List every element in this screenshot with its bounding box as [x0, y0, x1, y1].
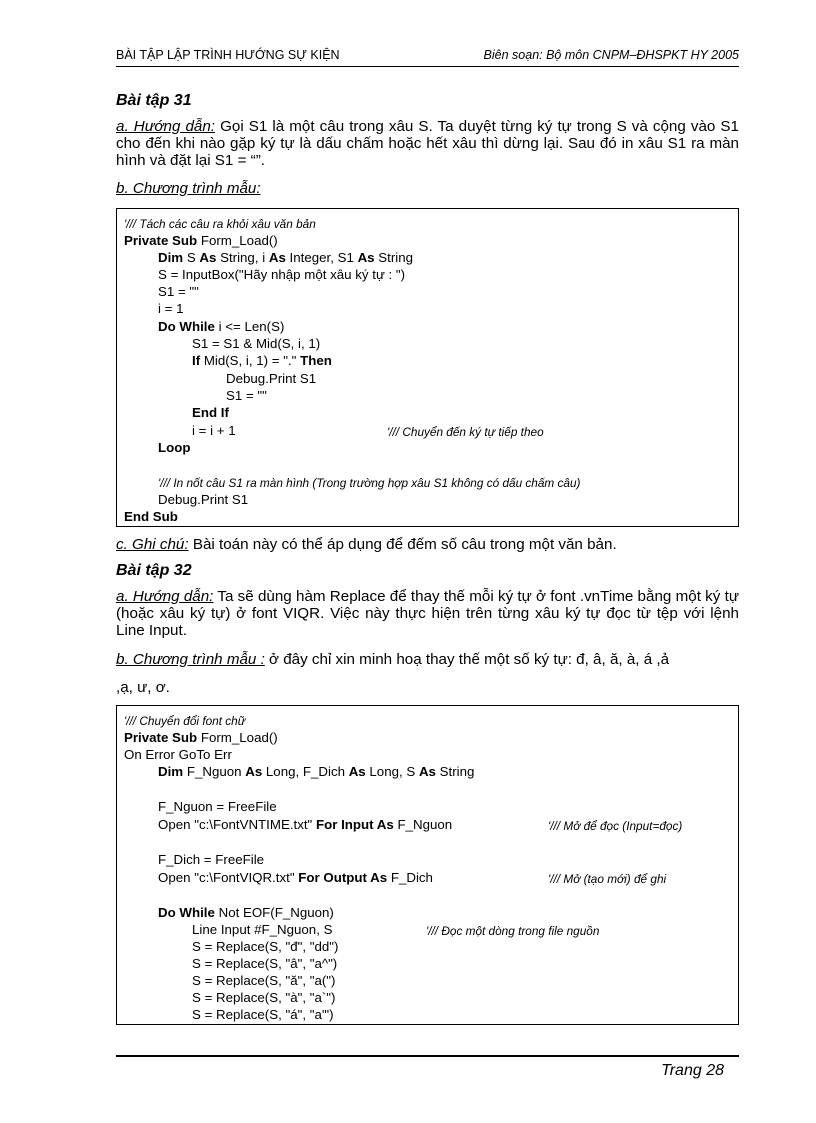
- code-line: F_Dich = FreeFile: [158, 852, 265, 867]
- exercise-31-guide: [116, 118, 739, 169]
- code-line: S1 = "": [226, 388, 267, 403]
- code-line: Private Sub Form_Load(): [124, 233, 278, 248]
- code-line: S = InputBox("Hãy nhập một xâu ký tự : "): [158, 267, 406, 282]
- code-line: Open "c:\FontVNTIME.txt" For Input As F_Nguon: [158, 817, 453, 832]
- guide-label: a. Hướng dẫn:: [116, 588, 214, 605]
- code-line: End Sub: [124, 509, 178, 524]
- code-comment: '/// Đọc một dòng trong file nguồn: [426, 924, 600, 938]
- code-line: S1 = S1 & Mid(S, i, 1): [192, 336, 321, 351]
- exercise-31-sample-label: [116, 180, 739, 197]
- code-comment: '/// Mở để đọc (Input=đọc): [548, 819, 683, 833]
- code-comment: '/// In nốt câu S1 ra màn hình (Trong trường hợp xâu S1 không có dấu chấm câu): [158, 476, 581, 490]
- code-line: Do While Not EOF(F_Nguon): [158, 905, 334, 920]
- sample-text: ở đây chỉ xin minh hoạ thay thế một số ký tự: đ, â, ă, à, á ,ả: [264, 651, 670, 668]
- code-line: End If: [192, 405, 229, 420]
- code-line: S = Replace(S, "á", "a'"): [192, 1007, 334, 1022]
- code-line: Dim F_Nguon As Long, F_Dich As Long, S As String: [158, 764, 475, 779]
- code-line: Debug.Print S1: [226, 371, 317, 386]
- guide-text: Ta sẽ dùng hàm Replace để thay thế mỗi ký tự ở font .vnTime bằng một ký tự (hoặc xâu ký tự) ở font VIQR. Việc này thực hiện trên từng xâu ký tự đọc từ tệp với lệnh Line Input.: [116, 588, 739, 639]
- code-line: Debug.Print S1: [158, 492, 249, 507]
- code-line: On Error GoTo Err: [124, 747, 232, 762]
- guide-text: Gọi S1 là một câu trong xâu S. Ta duyệt từng ký tự trong S và cộng vào S1 cho đến khi nào gặp ký tự là dấu chấm hoặc hết xâu thì dừng lại. Sau đó in xâu S1 ra màn hình và đặt lại S1 = “”.: [116, 118, 739, 169]
- code-line: Private Sub Form_Load(): [124, 730, 278, 745]
- code-comment: '/// Chuyển đến ký tự tiếp theo: [387, 425, 544, 439]
- code-line: S1 = "": [158, 284, 199, 299]
- code-line: S = Replace(S, "đ", "dd"): [192, 939, 339, 954]
- note-text: Bài toán này có thể áp dụng để đếm số câu trong một văn bản.: [188, 536, 617, 553]
- code-comment: '/// Mở (tạo mới) để ghi: [548, 872, 667, 886]
- code-line: S = Replace(S, "â", "a^"): [192, 956, 338, 971]
- code-line: S = Replace(S, "ă", "a("): [192, 973, 336, 988]
- code-line: S = Replace(S, "à", "a`"): [192, 990, 336, 1005]
- header-author: Biên soạn: Bộ môn CNPM–ĐHSPKT HY 2005: [483, 48, 739, 62]
- guide-label: a. Hướng dẫn:: [116, 118, 216, 135]
- footer-rule: [116, 1055, 739, 1057]
- exercise-31-title: Bài tập 31: [116, 92, 192, 109]
- exercise-32-guide: [116, 588, 739, 639]
- code-line: i = i + 1: [192, 423, 236, 438]
- code-line: F_Nguon = FreeFile: [158, 799, 277, 814]
- code-block-31: [116, 208, 739, 527]
- sample-label: b. Chương trình mẫu:: [116, 180, 261, 197]
- exercise-32-sample: [116, 651, 739, 668]
- code-line: Dim S As String, i As Integer, S1 As String: [158, 250, 414, 265]
- code-line: If Mid(S, i, 1) = "." Then: [192, 353, 332, 368]
- sample-label: b. Chương trình mẫu :: [116, 651, 265, 668]
- code-block-32: [116, 705, 739, 1025]
- note-label: c. Ghi chú:: [116, 536, 189, 553]
- code-line: Open "c:\FontVIQR.txt" For Output As F_Dich: [158, 870, 433, 885]
- code-line: Loop: [158, 440, 191, 455]
- code-comment: '/// Tách các câu ra khỏi xâu văn bản: [124, 217, 316, 231]
- header-title: BÀI TẬP LẬP TRÌNH HƯỚNG SỰ KIỆN: [116, 48, 340, 62]
- exercise-31-note: [116, 536, 739, 553]
- code-line: i = 1: [158, 301, 184, 316]
- exercise-32-title: Bài tập 32: [116, 562, 192, 579]
- page-header: [116, 48, 739, 67]
- page-number: Trang 28: [661, 1062, 724, 1079]
- code-line: Line Input #F_Nguon, S: [192, 922, 333, 937]
- code-line: Do While i <= Len(S): [158, 319, 285, 334]
- exercise-32-sample-cont: ,ạ, ư, ơ.: [116, 679, 170, 696]
- code-comment: '/// Chuyển đổi font chữ: [124, 714, 246, 728]
